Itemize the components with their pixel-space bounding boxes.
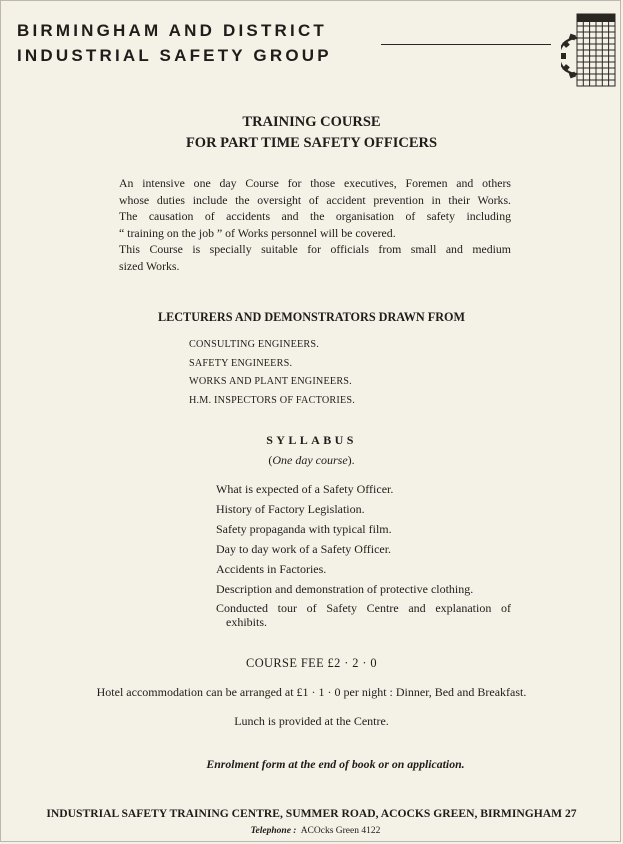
description-line: The causation of accidents and the organisation of safety including bbox=[119, 209, 511, 224]
description-line: “ training on the job ” of Works personnel will be covered. bbox=[119, 225, 396, 240]
syllabus-item bbox=[216, 599, 511, 629]
syllabus-item: Description and demonstration of protective clothing. bbox=[216, 582, 474, 596]
syllabus-item: Safety propaganda with typical film. bbox=[216, 522, 392, 536]
course-fee: COURSE FEE £2 · 2 · 0 bbox=[246, 656, 377, 670]
course-title-line1: TRAINING COURSE bbox=[242, 114, 381, 130]
syllabus-subheading-text: One day course bbox=[272, 453, 348, 467]
syllabus-item: Accidents in Factories. bbox=[216, 562, 327, 576]
description-line: whose duties include the oversight of accident prevention in their Works. bbox=[119, 192, 511, 207]
lecturer-item: H.M. INSPECTORS OF FACTORIES. bbox=[189, 395, 356, 407]
lecturer-item: WORKS AND PLANT ENGINEERS. bbox=[189, 376, 352, 388]
syllabus-item: What is expected of a Safety Officer. bbox=[216, 482, 394, 496]
telephone-line bbox=[1, 826, 621, 836]
course-title-line2: FOR PART TIME SAFETY OFFICERS bbox=[185, 135, 438, 151]
lecturers-heading: LECTURERS AND DEMONSTRATORS DRAWN FROM bbox=[158, 310, 465, 324]
paren-close: ). bbox=[347, 453, 355, 467]
centre-address: INDUSTRIAL SAFETY TRAINING CENTRE, SUMMER ROAD, ACOCKS GREEN, BIRMINGHAM 27 bbox=[46, 807, 577, 820]
telephone-label: Telephone : bbox=[250, 826, 297, 836]
telephone-number: ACOcks Green 4122 bbox=[300, 826, 381, 836]
paren-open: ( bbox=[268, 453, 273, 467]
syllabus-heading: SYLLABUS bbox=[266, 433, 357, 447]
organisation-name-line2: INDUSTRIAL SAFETY GROUP bbox=[17, 46, 332, 65]
enrolment-note: Enrolment form at the end of book or on application. bbox=[206, 757, 465, 771]
description-line: This Course is specially suitable for officials from small and medium bbox=[119, 242, 511, 257]
description-line: An intensive one day Course for those executives, Foremen and others bbox=[119, 176, 511, 190]
syllabus-item-line1: Conducted tour of Safety Centre and explanation of bbox=[216, 601, 511, 615]
lecturer-item: CONSULTING ENGINEERS. bbox=[189, 339, 320, 350]
lecturer-item: SAFETY ENGINEERS. bbox=[189, 357, 293, 369]
syllabus-subheading bbox=[1, 453, 621, 468]
syllabus-item: History of Factory Legislation. bbox=[216, 502, 365, 516]
syllabus-item-line2: exhibits. bbox=[226, 614, 267, 629]
syllabus-item: Day to day work of a Safety Officer. bbox=[216, 542, 392, 556]
description-line: sized Works. bbox=[119, 258, 180, 273]
lecturers-list bbox=[189, 336, 355, 411]
course-description bbox=[119, 175, 511, 275]
organisation-name-line1: BIRMINGHAM AND DISTRICT bbox=[17, 21, 328, 40]
lunch-note: Lunch is provided at the Centre. bbox=[234, 714, 389, 728]
hotel-accommodation: Hotel accommodation can be arranged at £1 · 1 · 0 per night : Dinner, Bed and Breakfast. bbox=[96, 685, 527, 699]
syllabus-list bbox=[216, 479, 511, 629]
header-rule bbox=[381, 44, 551, 45]
gear-grid-logo-icon bbox=[561, 12, 617, 88]
